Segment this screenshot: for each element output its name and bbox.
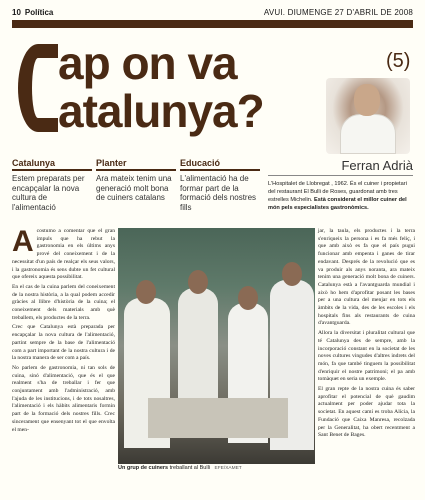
headline-line-1: ap on va bbox=[58, 37, 237, 89]
summary-heading: Educació bbox=[180, 158, 260, 171]
article-paragraph: costumo a comentar que el gran impuls que ha rebut la gastronomia en els últims anys prové del coneixement i de la necessitat d'un país de realçar els seus valors, i la gastronomia és sens dubte un fet cultural que ofereix aquesta possibilitat. bbox=[12, 228, 115, 281]
summary-column bbox=[96, 158, 180, 212]
article-paragraph: Allora la diversitat i pluralitat cultural que té Catalunya des de sempre, amb la incorporació constant en la societat de les noves cultures vingudes d'altres indrets del món, fa que també tinguem la possibilitat d'enriquir el nostre patrimoni; el pa amb tomàquet en seria un exemple. bbox=[318, 330, 415, 383]
photo-table bbox=[148, 398, 288, 438]
summary-text: Estem preparats per encapçalar la nova cultura de l'alimentació bbox=[12, 174, 85, 212]
photo-figure-head bbox=[282, 262, 302, 286]
summary-text: L'alimentació ha de formar part de la formació dels nostres fills bbox=[180, 174, 257, 212]
dateline: AVUI. DIUMENGE 27 D'ABRIL DE 2008 bbox=[263, 7, 413, 17]
portrait-head bbox=[354, 84, 380, 116]
summary-column bbox=[12, 158, 96, 212]
article-paragraph: No parlem de gastronomia, ni tan sols de cuina, sinó d'alimentació, que és el que realment s'ha de treballar i fer que conjuntament amb l'administració, amb l'ajuda de les institucions, i de tots nosaltres, l'alimentació i els hàbits alimentaris formin part de la formació dels nostres fills. Crec sincerament que ensenyant tot el que envolta el men- bbox=[12, 364, 115, 433]
author-bio bbox=[268, 158, 413, 212]
caption-text: treballant al Bulli bbox=[169, 465, 211, 471]
article-paragraph: En el cas de la cuina parlem del coneixement de la nostra història, a la qual podem accedir gràcies al llibre d'història de la cuina; el coneixement dels materials amb què treballem, els productes de la terra. bbox=[12, 283, 115, 321]
page-header bbox=[12, 5, 413, 19]
bio-intro: L'Hospitalet de Llobregat , 1962. És el cuiner i propietari del restaurant El Bulli de Roses, guardonat amb tres estrelles Michelin. bbox=[268, 181, 407, 203]
photo-caption bbox=[118, 465, 315, 471]
headline-line-2: atalunya? bbox=[58, 85, 264, 137]
photo-figure-head bbox=[238, 286, 258, 310]
article-paragraph: jar, la taula, els productes i la terra s'enriqueix la persona i es fa més feliç, i que amb això es fa que el país pugui funcionar amb empenta i ganes de tirar endavant. Després de la revolució que es va produir als anys noranta, ara mateix tenim una generació molt bona de cuiners. Catalunya està a l'avantguarda mundial i això ho hem d'aprofitar posant les bases per a una cultura del menjar en tots els àmbits de la vida, des de les escoles i els hospitals fins als restaurants de cuina d'avantguarda. bbox=[318, 228, 415, 327]
section-name: Política bbox=[24, 7, 54, 17]
photo-figure-head bbox=[136, 280, 156, 304]
headline-c-graphic bbox=[18, 44, 58, 132]
photo-credit: EFE/XAMET bbox=[214, 466, 242, 471]
article-paragraph: El gran repte de la nostra cuina és saber aprofitar el potencial de què gaudim actualment per poder ajudar tota la societat. En aquest camí es troba Alícia, la Fundació que Caixa Manresa, recolzada per la Generalitat, ha obert recentment a Sant Benet de Bages. bbox=[318, 386, 415, 439]
summary-columns bbox=[12, 158, 264, 212]
summary-heading: Planter bbox=[96, 158, 176, 171]
author-name: Ferran Adrià bbox=[268, 158, 413, 176]
series-part-number: (5) bbox=[386, 50, 411, 72]
article-column-left bbox=[12, 225, 115, 436]
portrait-coat bbox=[340, 114, 396, 154]
kitchen-photo bbox=[118, 228, 315, 464]
article-column-right bbox=[318, 228, 415, 442]
summary-text: Ara mateix tenim una generació molt bona de cuiners catalans bbox=[96, 174, 172, 202]
summary-column bbox=[180, 158, 264, 212]
page-number: 10 bbox=[12, 7, 21, 17]
bio-text bbox=[268, 180, 413, 212]
photo-figure-head bbox=[188, 270, 208, 294]
author-portrait bbox=[326, 78, 410, 154]
caption-bold: Un grup de cuiners bbox=[118, 465, 169, 471]
header-rule bbox=[12, 20, 413, 28]
bio-bold: Està considerat el millor cuiner del món pels especialistes gastronòmics. bbox=[268, 197, 407, 211]
summary-heading: Catalunya bbox=[12, 158, 92, 171]
article-paragraph: Crec que Catalunya està preparada per encapçalar la nova cultura de l'alimentació, partint sempre de la base de l'alimentació com a part important de la nostra cultura i de la nostra manera de ser com a país. bbox=[12, 324, 115, 362]
drop-cap: A bbox=[12, 225, 34, 258]
